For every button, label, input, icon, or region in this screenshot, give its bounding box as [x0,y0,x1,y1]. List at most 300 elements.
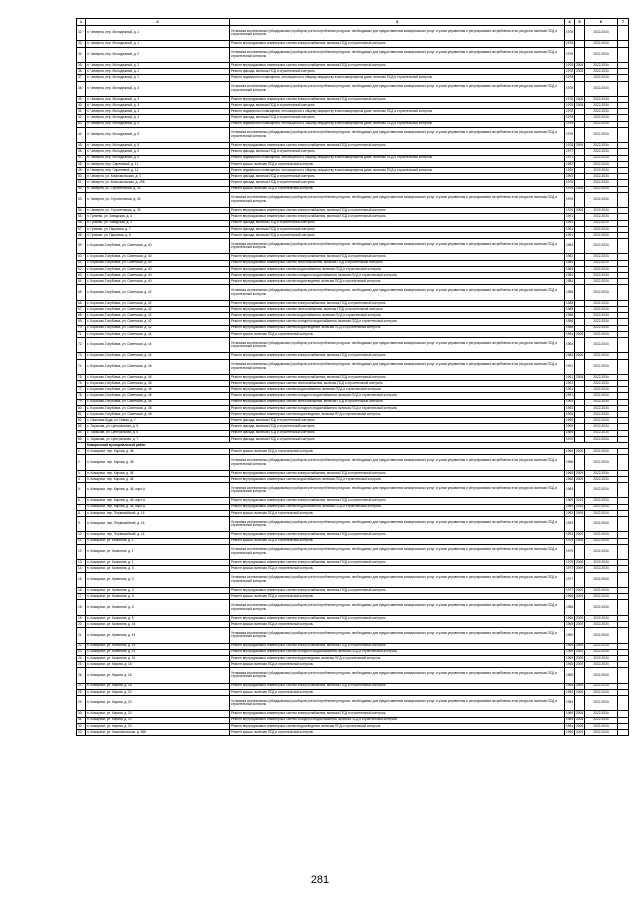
last-repair-year-cell: 2009 [576,593,584,598]
last-repair-year-cell: 2008 [576,207,584,212]
work-type-cell: Установка коллективных (общедомовых) приборов учета потребления ресурсов, необходимых для предоставления коммунальных услуг, и узлов управления и регулирования потребления этих ресурсов, включая ПСД и строительный контроль [230,47,565,62]
planned-period-cell: 2022-2034 [585,232,618,238]
address-cell: п. Чемерна, пер. Молодежный, д. 5 [86,149,230,155]
address-cell: п. Чемерна, пер. Молодежный, д. 4 [86,115,230,121]
work-type-cell: Ремонт внутридомовых инженерных систем электроснабжения, включая ПСД и строительный контроль [230,41,565,47]
work-type-cell: Ремонт фасада, включая ПСД и строительный контроль [230,424,565,430]
build-year-cell: 1993 [566,411,574,416]
build-year-cell: 1978 [566,143,574,148]
build-year-cell: 1991 [566,232,574,237]
work-type-cell: Установка коллективных (общедомовых) приборов учета потребления ресурсов, необходимых для предоставления коммунальных услуг, и узлов управления и регулирования потребления этих ресурсов, включая ПСД и строительный контроль [230,628,565,643]
header-col-1: 1 [77,19,86,26]
work-type-cell: Ремонт внутридомовых инженерных систем электроснабжения, включая ПСД и строительный контроль [230,711,565,717]
last-repair-year-cell [575,337,585,352]
planned-period-cell: 2022-2034 [585,115,618,121]
work-type-cell: Ремонт внутридомовых инженерных систем холодного водоснабжения, включая ПСД и строительный контроль [230,649,565,655]
planned-period-cell: 2022-2034 [585,532,618,538]
planned-period-cell: 2022-2034 [585,538,618,544]
build-year-cell: 1978 [566,115,574,120]
build-year-cell: 1968 [566,476,574,481]
work-type-cell: Ремонт крыши, включая ПСД и строительный контроль [230,566,565,572]
last-repair-year-cell: 2009 [576,470,584,475]
build-year-cell: 1992 [566,173,574,178]
planned-period-cell: 2022-2034 [585,273,618,279]
last-repair-year-cell: 2008 [576,723,584,728]
planned-period-cell: 2022-2034 [585,436,618,442]
planned-period-cell: 2022-2034 [585,430,618,436]
work-type-cell: Установка коллективных (общедомовых) приборов учета потребления ресурсов, необходимых для предоставления коммунальных услуг, и узлов управления и регулирования потребления этих ресурсов, включая ПСД и строительный контроль [230,696,565,711]
address-cell: п. Чемерна, пер. Молодежный, д. 3 [86,96,230,102]
planned-period-cell: 2022-2034 [585,628,618,643]
address-cell: с. Тарасова, ул. Центральная, д. 7 [86,436,230,442]
last-repair-year-cell: 2008 [576,62,584,67]
address-cell: п. Чемерна, пер. Молодежный, д. 2 [86,75,230,81]
work-type-cell: Ремонт внутридомовых инженерных систем электроснабжения, включая ПСД и строительный контроль [230,498,565,504]
work-type-cell: Ремонт внутридомовых инженерных систем электроснабжения, включая ПСД и строительный контроль [230,62,565,68]
address-cell: п. Комаричи, ул. Калинина, д. 15 [86,621,230,627]
last-repair-year-cell: 2009 [576,621,584,626]
row-number-cell: 58. [77,232,86,238]
address-cell: с. Корсково-Голубовка, ул. Советская, д. 40 [86,254,230,260]
work-type-cell: Ремонт внутридомовых инженерных систем электроснабжения, включая ПСД и строительный контроль [230,300,565,306]
work-type-cell: Ремонт крыши, включая ПСД и строительный контроль [230,621,565,627]
row-number-cell: 77. [77,387,86,393]
address-cell: п. Комаричи, ул. Кирова, д. 18 [86,683,230,689]
planned-period-cell: 2022-2034 [585,729,618,735]
row-number-cell: 1. [77,449,86,455]
planned-period-cell: 2022-2034 [585,412,618,418]
address-cell: п. Комаричи, ул. Калинина, д. 1 [86,538,230,544]
build-year-cell: 1977 [566,149,574,154]
address-cell: с. Корсково-Голубовка, ул. Советская, д. 46 [86,374,230,380]
address-cell: п. Комаричи, ул. Кирова, д. 20 [86,717,230,723]
address-cell: п. Комаричи, ул. Комсомольская, д. 55Б [86,729,230,735]
last-repair-year-cell: 2008 [576,538,584,543]
row-number-cell: 31. [77,717,86,723]
last-repair-year-cell [575,455,585,470]
row-number-cell: 46. [77,149,86,155]
row-number-cell: 9. [77,517,86,532]
last-repair-year-cell [575,483,585,498]
row-number-cell: 45. [77,143,86,149]
build-year-cell: 1978 [565,26,575,41]
row-number-cell: 73. [77,353,86,359]
last-repair-year-cell [575,696,585,711]
work-type-cell: Ремонт подвального помещения, относящегося к общему имуществу в многоквартирном доме, включая ПСД и строительный контроль [230,155,565,161]
build-year-cell: 1984 [566,279,574,284]
empty-cell [618,26,629,41]
empty-cell [618,359,629,374]
address-cell: п. Гуляево, ул. Парковая, д. 7 [86,226,230,232]
planned-period-cell: 2022-2034 [585,192,618,207]
address-cell: п. Комаричи, пер. Кирова, д. 48, корп.А [86,498,230,504]
row-number-cell: 64. [77,279,86,285]
last-repair-year-cell [575,285,585,300]
build-year-cell: 1968 [566,615,574,620]
work-type-cell: Ремонт внутридомовых инженерных систем водоотведения, включая ПСД и строительный контроль [230,412,565,418]
work-type-cell: Установка коллективных (общедомовых) приборов учета потребления ресурсов, необходимых для предоставления коммунальных услуг, и узлов управления и регулирования потребления этих ресурсов, включая ПСД и строительный контроль [230,483,565,498]
last-repair-year-cell: 2008 [576,96,584,101]
address-cell: с. Корсково-Голубовка, ул. Советская, д. 42 [86,313,230,319]
address-cell: п. Чемерна, ул. Комсомольская, д. 25Б [86,180,230,186]
planned-period-cell: 2022-2034 [585,483,618,498]
planned-period-cell: 2022-2034 [585,325,618,331]
address-cell: п. Чемерна, ул. Строительная, д. 30 [86,208,230,214]
work-type-cell: Ремонт крыши, включая ПСД и строительный контроль [230,449,565,455]
build-year-cell: 1977 [565,572,575,587]
build-year-cell: 1993 [565,517,575,532]
build-year-cell: 1991 [566,387,574,392]
row-number-cell: 40. [77,103,86,109]
build-year-cell: 1965 [565,668,575,683]
work-type-cell: Ремонт подвального помещения, относящегося к общему имуществу в многоквартирном доме, включая ПСД и строительный контроль [230,121,565,127]
build-year-cell: 1984 [566,711,574,716]
planned-period-cell: 2022-2034 [585,566,618,572]
row-number-cell: 26. [77,668,86,683]
row-number-cell: 78. [77,393,86,399]
address-cell: с. Корсково-Голубовка, ул. Советская, д. 44 [86,337,230,352]
row-number-cell: 66. [77,300,86,306]
empty-cell [618,729,629,735]
address-cell: с. Корсково-Голубовка, ул. Советская, д. 40 [86,260,230,266]
row-number-cell: 33. [77,41,86,47]
work-type-cell: Ремонт внутридомовых инженерных систем холодного водоснабжения, включая ПСД и строительный контроль [230,319,565,325]
last-repair-year-cell: 2009 [576,587,584,592]
row-number-cell: 52. [77,186,86,192]
address-cell: п. Комаричи, ул. Калинина, д. 5 [86,615,230,621]
planned-period-cell: 2022-2034 [585,696,618,711]
work-type-cell: Ремонт внутридомовых инженерных систем электроснабжения, включая ПСД и строительный контроль [230,353,565,359]
table-body [77,19,629,736]
planned-period-cell: 2022-2034 [585,260,618,266]
address-cell: п. Комаричи, ул. Калинина, д. 3 [86,572,230,587]
last-repair-year-cell: 2008 [576,711,584,716]
build-year-cell: 1984 [566,260,574,265]
empty-cell [618,668,629,683]
work-type-cell: Ремонт внутридомовых инженерных систем электроснабжения, включая ПСД и строительный контроль [230,214,565,220]
work-type-cell: Установка коллективных (общедомовых) приборов учета потребления ресурсов, необходимых для предоставления коммунальных услуг, и узлов управления и регулирования потребления этих ресурсов, включая ПСД и строительный контроль [230,26,565,41]
work-type-cell: Ремонт внутридомовых инженерных систем водоснабжения, включая ПСД и строительный контроль [230,387,565,393]
row-number-cell: 39. [77,96,86,102]
address-cell: п. Комаричи, пер. Первомайский, д. 15 [86,532,230,538]
address-cell: п. Комаричи, ул. Калинина, д. 15 [86,655,230,661]
row-number-cell: 8. [77,510,86,516]
address-cell: п. Комаричи, ул. Кирова, д. 18 [86,662,230,668]
build-year-cell: 1988 [566,319,574,324]
build-year-cell: 1968 [566,593,574,598]
row-number-cell: 62. [77,266,86,272]
build-year-cell: 1982 [566,161,574,166]
planned-period-cell: 2022-2034 [585,544,618,559]
document-sheet [76,18,628,736]
planned-period-cell: 2022-2034 [585,662,618,668]
work-type-cell: Ремонт крыши, включая ПСД и строительный контроль [230,689,565,695]
build-year-cell: 1977 [566,155,574,160]
build-year-cell: 1984 [566,723,574,728]
build-year-cell: 1988 [565,285,575,300]
planned-period-cell: 2022-2034 [585,621,618,627]
row-number-cell: 55. [77,214,86,220]
address-cell: с. Корсково-Голубовка, ул. Советская, д. 42 [86,325,230,331]
empty-cell [618,572,629,587]
header-col-3: 3 [230,19,565,26]
build-year-cell: 1969 [565,628,575,643]
address-cell: с. Корсково-Голубовка, ул. Советская, д. 40 [86,239,230,254]
address-cell: с. Корсково-Голубовка, ул. Советская, д. 48 [86,405,230,411]
address-cell: п. Комаричи, ул. Калинина, д. 1 [86,560,230,566]
row-number-cell: 34. [77,47,86,62]
build-year-cell: 1969 [566,621,574,626]
work-type-cell: Ремонт внутридомовых инженерных систем электроснабжения, включая ПСД и строительный контроль [230,615,565,621]
address-cell: с. Корсково-Голубовка, ул. Советская, д. 42 [86,285,230,300]
work-type-cell: Установка коллективных (общедомовых) приборов учета потребления ресурсов, необходимых для предоставления коммунальных услуг, и узлов управления и регулирования потребления этих ресурсов, включая ПСД и строительный контроль [230,572,565,587]
row-number-cell: 72. [77,337,86,352]
planned-period-cell: 2022-2034 [585,214,618,220]
work-type-cell: Ремонт внутридомовых инженерных систем электроснабжения, включая ПСД и строительный контроль [230,96,565,102]
row-number-cell: 70. [77,325,86,331]
build-year-cell: 1984 [566,717,574,722]
last-repair-year-cell [575,127,585,142]
planned-period-cell: 2022-2034 [585,353,618,359]
work-type-cell: Ремонт внутридомовых инженерных систем водоотведения, включая ПСД и строительный контроль [230,325,565,331]
row-number-cell: 82. [77,418,86,424]
planned-period-cell: 2022-2034 [585,476,618,482]
planned-period-cell: 2022-2034 [585,572,618,587]
work-type-cell: Ремонт фасада, включая ПСД и строительный контроль [230,220,565,226]
build-year-cell: 1988 [566,306,574,311]
build-year-cell: 1976 [566,180,574,185]
row-number-cell: 22. [77,643,86,649]
build-year-cell: 1991 [566,220,574,225]
work-type-cell: Установка коллективных (общедомовых) приборов учета потребления ресурсов, необходимых для предоставления коммунальных услуг, и узлов управления и регулирования потребления этих ресурсов, включая ПСД и строительный контроль [230,359,565,374]
last-repair-year-cell: 2009 [576,510,584,515]
work-type-cell: Ремонт внутридомовых инженерных систем электроснабжения, включая ПСД и строительный контроль [230,254,565,260]
address-cell: с. Тарасова, ул. Центральная, д. 6 [86,430,230,436]
last-repair-year-cell: 2009 [576,643,584,648]
planned-period-cell: 2022-2034 [585,69,618,75]
empty-cell [618,81,629,96]
address-cell: п. Комаричи, ул. Калинина, д. 15 [86,628,230,643]
work-type-cell: Установка коллективных (общедомовых) приборов учета потребления ресурсов, необходимых для предоставления коммунальных услуг, и узлов управления и регулирования потребления этих ресурсов, включая ПСД и строительный контроль [230,239,565,254]
address-cell: п. Комаричи, пер. Кирова, д. 48, корп.А [86,483,230,498]
work-type-cell: Ремонт внутридомовых инженерных систем теплоснабжения, включая ПСД и строительный контроль [230,381,565,387]
last-repair-year-cell: 2008 [576,374,584,379]
table-row [77,337,629,352]
planned-period-cell: 2022-2034 [585,239,618,254]
build-year-cell: 1975 [566,560,574,564]
work-type-cell: Ремонт фасада, включая ПСД и строительный контроль [230,115,565,121]
row-number-cell: 65. [77,285,86,300]
build-year-cell: 1978 [566,41,574,46]
address-cell: п. Комаричи, ул. Кирова, д. 18 [86,668,230,683]
last-repair-year-cell [575,192,585,207]
address-cell: п. Комаричи, ул. Кирова, д. 20 [86,696,230,711]
planned-period-cell: 2022-2034 [585,381,618,387]
build-year-cell: 1988 [566,300,574,305]
planned-period-cell: 2022-2034 [585,174,618,180]
address-cell: п. Комаричи, ул. Кирова, д. 20 [86,689,230,695]
build-year-cell: 1965 [566,661,574,666]
last-repair-year-cell [575,81,585,96]
build-year-cell: 1984 [565,337,575,352]
empty-cell [618,47,629,62]
work-type-cell: Установка коллективных (общедомовых) приборов учета потребления ресурсов, необходимых для предоставления коммунальных услуг, и узлов управления и регулирования потребления этих ресурсов, включая ПСД и строительный контроль [230,600,565,615]
planned-period-cell: 2022-2034 [585,127,618,142]
work-type-cell: Ремонт фасада, включая ПСД и строительный контроль [230,436,565,442]
planned-period-cell: 2022-2034 [585,109,618,115]
planned-period-cell: 2022-2034 [585,319,618,325]
row-number-cell: 23. [77,649,86,655]
build-year-cell: 1978 [566,96,574,101]
last-repair-year-cell: 2008 [576,448,584,453]
build-year-cell: 1976 [566,186,574,191]
table-row [77,81,629,96]
build-year-cell: 1984 [566,331,574,336]
work-type-cell: Ремонт фасада, включая ПСД и строительный контроль [230,232,565,238]
row-number-cell: 32. [77,26,86,41]
work-type-cell: Ремонт внутридомовых инженерных систем электроснабжения, включая ПСД и строительный контроль [230,470,565,476]
row-number-cell: 38. [77,81,86,96]
row-number-cell: 49. [77,168,86,174]
table-row [77,600,629,615]
address-cell: п. Комаричи, пер. Кирова, д. 48 [86,470,230,476]
address-cell: п. Комаричи, пер. Кирова, д. 48, корп.А [86,504,230,510]
row-number-cell: 67. [77,306,86,312]
row-number-cell: 80. [77,405,86,411]
work-type-cell: Установка коллективных (общедомовых) приборов учета потребления ресурсов, необходимых для предоставления коммунальных услуг, и узлов управления и регулирования потребления этих ресурсов, включая ПСД и строительный контроль [230,285,565,300]
build-year-cell: 1977 [566,587,574,592]
last-repair-year-cell: 2009 [576,683,584,688]
table-row [77,544,629,559]
last-repair-year-cell [575,239,585,254]
last-repair-year-cell [575,544,585,559]
row-number-cell: 35. [77,62,86,68]
empty-cell [618,628,629,643]
work-type-cell: Ремонт внутридомовых инженерных систем электроснабжения, включая ПСД и строительный контроль [230,143,565,149]
address-cell: с. Святовая Буда, ул. Новая, д. 7 [86,418,230,424]
last-repair-year-cell [575,359,585,374]
planned-period-cell: 2022-2034 [585,359,618,374]
build-year-cell: 1969 [566,498,574,503]
planned-period-cell: 2022-2034 [585,285,618,300]
address-cell: п. Гуляево, ул. Заводская, д. 4 [86,220,230,226]
work-type-cell: Ремонт внутридомовых инженерных систем холодного водоснабжения, включая ПСД и строительный контроль [230,393,565,399]
row-number-cell: 11. [77,538,86,544]
build-year-cell: 1978 [565,81,575,96]
build-year-cell: 1984 [566,266,574,271]
work-type-cell: Установка коллективных (общедомовых) приборов учета потребления ресурсов, необходимых для предоставления коммунальных услуг, и узлов управления и регулирования потребления этих ресурсов, включая ПСД и строительный контроль [230,192,565,207]
address-cell: п. Комаричи, ул. Калинина, д. 3 [86,587,230,593]
work-type-cell: Ремонт внутридомовых инженерных систем электроснабжения, включая ПСД и строительный контроль [230,683,565,689]
row-number-cell: 69. [77,319,86,325]
work-type-cell: Ремонт внутридомовых инженерных систем холодного водоснабжения, включая ПСД и строительный контроль [230,717,565,723]
planned-period-cell: 2022-2034 [585,600,618,615]
work-type-cell: Ремонт внутридомовых инженерных систем электроснабжения, включая ПСД и строительный контроль [230,560,565,566]
planned-period-cell: 2022-2034 [585,186,618,192]
planned-period-cell: 2022-2034 [585,615,618,621]
build-year-cell: 1993 [566,399,574,404]
row-number-cell: 56. [77,220,86,226]
table-row [77,729,629,735]
build-year-cell: 1991 [566,226,574,231]
row-number-cell: 57. [77,226,86,232]
work-type-cell: Ремонт внутридомовых инженерных систем водоотведения, включая ПСД и строительный контроль [230,723,565,729]
build-year-cell: 1965 [566,729,574,734]
address-cell: с. Тарасова, ул. Центральная, д. 5 [86,424,230,430]
build-year-cell: 1969 [566,430,574,435]
last-repair-year-cell: 2008 [576,102,584,107]
planned-period-cell: 2022-2034 [585,75,618,81]
build-year-cell: 1984 [565,696,575,711]
build-year-cell: 1988 [566,325,574,330]
address-cell: п. Комаричи, пер. Кирова, д. 48 [86,449,230,455]
build-year-cell: 1969 [566,418,574,422]
address-cell: п. Комаричи, ул. Кирова, д. 20 [86,711,230,717]
work-type-cell: Ремонт крыши, включая ПСД и строительный контроль [230,510,565,516]
build-year-cell: 1991 [566,380,574,385]
last-repair-year-cell [575,628,585,643]
row-number-cell: 36. [77,69,86,75]
row-number-cell: 43. [77,121,86,127]
work-type-cell: Ремонт внутридомовых инженерных систем холодного водоснабжения, включая ПСД и строительный контроль [230,273,565,279]
page-number: 281 [310,874,330,886]
row-number-cell: 83. [77,424,86,430]
build-year-cell: 1984 [566,689,574,694]
build-year-cell: 1969 [566,504,574,509]
row-number-cell: 16. [77,587,86,593]
planned-period-cell: 2022-2034 [585,220,618,226]
address-cell: п. Комаричи, ул. Кирова, д. 20 [86,723,230,729]
row-number-cell: 44. [77,127,86,142]
row-number-cell: 51. [77,180,86,186]
address-cell: с. Корсково-Голубовка, ул. Советская, д. 42 [86,300,230,306]
row-number-cell: 30. [77,711,86,717]
last-repair-year-cell: 2015 [576,504,584,509]
build-year-cell: 1978 [566,62,574,67]
build-year-cell: 1984 [565,239,575,254]
build-year-cell: 1991 [566,214,574,219]
work-type-cell: Ремонт крыши, включая ПСД и строительный контроль [230,186,565,192]
planned-period-cell: 2022-2034 [585,168,618,174]
last-repair-year-cell: 2009 [576,143,584,148]
planned-period-cell: 2022-2034 [585,393,618,399]
planned-period-cell: 2022-2034 [585,121,618,127]
planned-period-cell: 2022-2034 [585,279,618,285]
address-cell: с. Корсково-Голубовка, ул. Советская, д. 42 [86,306,230,312]
build-year-cell: 1992 [566,167,574,172]
row-number-cell: 59. [77,239,86,254]
planned-period-cell: 2022-2034 [585,510,618,516]
work-type-cell: Ремонт фасада, включая ПСД и строительный контроль [230,103,565,109]
address-cell: с. Корсково-Голубовка, ул. Советская, д. 40 [86,266,230,272]
row-number-cell: 7. [77,504,86,510]
table-row [77,47,629,62]
header-col-2: 2 [86,19,230,26]
empty-cell [618,127,629,142]
table-row [77,628,629,643]
last-repair-year-cell: 2009 [576,615,584,620]
planned-period-cell: 2022-2034 [585,683,618,689]
work-type-cell: Ремонт внутридомовых инженерных систем электроснабжения, включая ПСД и строительный контроль [230,587,565,593]
planned-period-cell: 2022-2034 [585,208,618,214]
build-year-cell: 1978 [566,75,574,80]
address-cell: п. Чемерна, пер. Молодежный, д. 2 [86,47,230,62]
work-type-cell: Ремонт внутридомовых инженерных систем электроснабжения, включая ПСД и строительный контроль [230,532,565,538]
work-type-cell: Установка коллективных (общедомовых) приборов учета потребления ресурсов, необходимых для предоставления коммунальных услуг, и узлов управления и регулирования потребления этих ресурсов, включая ПСД и строительный контроль [230,337,565,352]
address-cell: с. Корсково-Голубовка, ул. Советская, д. 46 [86,359,230,374]
address-cell: п. Чемерна, пер. Молодежный, д. 2 [86,69,230,75]
row-number-cell: 32. [77,723,86,729]
